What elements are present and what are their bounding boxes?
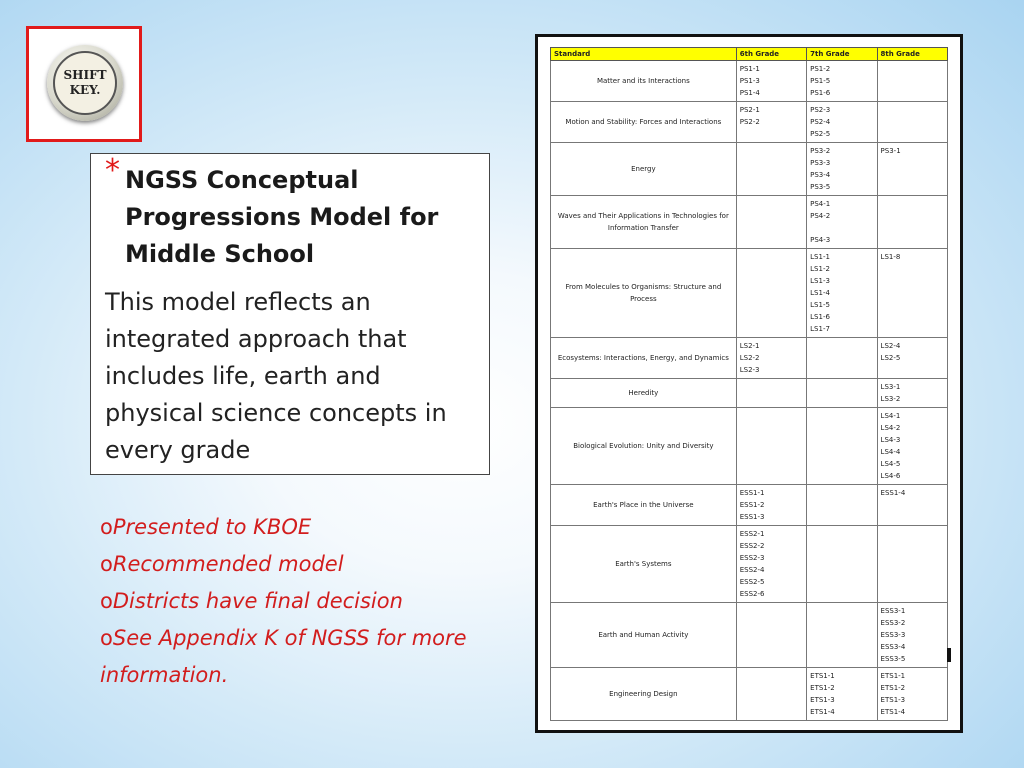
grade-6-cell (736, 408, 806, 485)
circle-bullet-icon: o (100, 552, 113, 576)
standard-code: PS3-4 (810, 171, 831, 179)
grade-6-cell (736, 143, 806, 196)
standard-code: LS2-3 (739, 366, 760, 374)
standard-code: ESS3-3 (880, 631, 906, 639)
standard-code: ESS1-1 (739, 489, 765, 497)
table-row (551, 379, 948, 408)
standard-topic-cell: Ecosystems: Interactions, Energy, and Dynamics (551, 338, 737, 379)
grade-8-cell (877, 408, 947, 485)
grade-7-cell (807, 603, 877, 668)
bullet-text: See Appendix K of NGSS for more information. (100, 626, 467, 687)
standard-code: LS2-4 (880, 342, 901, 350)
grade-8-cell (877, 526, 947, 603)
grade-6-cell (736, 61, 806, 102)
standard-topic-cell: Motion and Stability: Forces and Interactions (551, 102, 737, 143)
standard-code: LS1-5 (810, 301, 830, 309)
grade-7-cell (807, 143, 877, 196)
header-7th-grade: 7th Grade (807, 48, 877, 61)
grade-6-cell (736, 249, 806, 338)
grade-7-cell (807, 196, 877, 249)
table-row (551, 249, 948, 338)
grade-6-cell (736, 526, 806, 603)
standard-code: ETS1-3 (810, 696, 835, 704)
standard-code: PS3-3 (810, 159, 831, 167)
grade-8-cell (877, 61, 947, 102)
standards-table-image (535, 34, 963, 733)
table-row (551, 485, 948, 526)
shift-key-logo-frame (26, 26, 142, 142)
ngss-description: This model reflects an integrated approach that includes life, earth and physical science concepts in every grade (105, 288, 447, 464)
grade-7-cell (807, 338, 877, 379)
standard-code: PS1-3 (739, 77, 760, 85)
standard-code: LS2-5 (880, 354, 901, 362)
grade-8-cell (877, 379, 947, 408)
standard-code: LS1-7 (810, 325, 830, 333)
grade-8-cell (877, 102, 947, 143)
bullet-item (100, 583, 520, 620)
standard-code: ESS3-5 (880, 655, 906, 663)
bullet-item (100, 509, 520, 546)
circle-bullet-icon: o (100, 515, 113, 539)
grade-7-cell (807, 485, 877, 526)
standard-code: ESS2-2 (739, 542, 765, 550)
table-row (551, 338, 948, 379)
standard-code: PS4-2 (810, 212, 831, 220)
scroll-marker (947, 648, 951, 662)
grade-7-cell (807, 249, 877, 338)
standard-code: ESS3-4 (880, 643, 906, 651)
standard-code: LS2-2 (739, 354, 760, 362)
standard-code: ETS1-2 (810, 684, 835, 692)
standard-code: PS3-1 (880, 147, 901, 155)
table-row (551, 526, 948, 603)
standards-table (550, 47, 948, 721)
grade-7-cell (807, 379, 877, 408)
standard-code: LS4-1 (880, 412, 901, 420)
standard-code: PS1-1 (739, 65, 760, 73)
standard-code: ESS2-4 (739, 566, 765, 574)
circle-bullet-icon: o (100, 626, 113, 650)
header-standard: Standard (551, 48, 737, 61)
standard-code: LS1-2 (810, 265, 830, 273)
standard-code: ESS3-2 (880, 619, 906, 627)
standard-code: ESS2-5 (739, 578, 765, 586)
standard-code: ESS2-6 (739, 590, 765, 598)
standard-code: LS1-6 (810, 313, 830, 321)
bullet-text: Recommended model (112, 552, 344, 576)
standard-code: PS2-5 (810, 130, 831, 138)
standard-code: PS1-4 (739, 89, 760, 97)
grade-8-cell (877, 196, 947, 249)
standard-code: PS4-1 (810, 200, 831, 208)
bullet-text: Presented to KBOE (112, 515, 312, 539)
grade-8-cell (877, 338, 947, 379)
bullet-item (100, 546, 520, 583)
standard-code: LS2-1 (739, 342, 760, 350)
grade-7-cell (807, 668, 877, 721)
table-row (551, 668, 948, 721)
header-8th-grade: 8th Grade (877, 48, 947, 61)
table-body (551, 61, 948, 721)
grade-8-cell (877, 603, 947, 668)
standard-code: ETS1-2 (880, 684, 906, 692)
circle-bullet-icon: o (100, 589, 113, 613)
standard-code (810, 222, 873, 234)
standard-code: LS1-4 (810, 289, 830, 297)
grade-7-cell (807, 102, 877, 143)
standard-code: ESS3-1 (880, 607, 906, 615)
grade-6-cell (736, 668, 806, 721)
standard-code: LS3-1 (880, 383, 901, 391)
standard-code: LS4-4 (880, 448, 901, 456)
standard-topic-cell: Waves and Their Applications in Technologies for Information Transfer (551, 196, 737, 249)
standard-topic-cell: Earth's Place in the Universe (551, 485, 737, 526)
bullet-item (100, 620, 520, 694)
shift-key-icon (47, 45, 123, 121)
standard-code: ESS1-2 (739, 501, 765, 509)
standard-code: PS2-4 (810, 118, 831, 126)
grade-6-cell (736, 102, 806, 143)
grade-6-cell (736, 196, 806, 249)
standard-code: ESS2-1 (739, 530, 765, 538)
logo-line-2: KEY. (69, 83, 101, 97)
standard-code: PS2-3 (810, 106, 831, 114)
standard-code: ETS1-3 (880, 696, 906, 704)
table-row (551, 143, 948, 196)
standard-code: ESS1-4 (880, 489, 906, 497)
standard-code: ETS1-1 (810, 672, 835, 680)
grade-8-cell (877, 668, 947, 721)
standard-code: PS1-2 (810, 65, 831, 73)
standard-code: ESS2-3 (739, 554, 765, 562)
asterisk-bullet-icon: * (105, 153, 120, 188)
grade-8-cell (877, 249, 947, 338)
grade-6-cell (736, 379, 806, 408)
standard-code: ESS1-3 (739, 513, 765, 521)
standard-code: PS3-5 (810, 183, 831, 191)
grade-8-cell (877, 143, 947, 196)
standard-topic-cell: Energy (551, 143, 737, 196)
standard-topic-cell: From Molecules to Organisms: Structure and Process (551, 249, 737, 338)
table-row (551, 102, 948, 143)
ngss-title: NGSS Conceptual Progressions Model for Middle School (125, 166, 439, 268)
shift-key-face (53, 51, 117, 115)
standard-code: LS1-1 (810, 253, 830, 261)
standard-topic-cell: Heredity (551, 379, 737, 408)
table-row (551, 603, 948, 668)
standard-code: LS4-6 (880, 472, 901, 480)
standard-topic-cell: Earth's Systems (551, 526, 737, 603)
standard-code: LS4-2 (880, 424, 901, 432)
standard-code: LS4-3 (880, 436, 901, 444)
standard-code: LS3-2 (880, 395, 901, 403)
grade-6-cell (736, 603, 806, 668)
standard-code: ETS1-4 (880, 708, 906, 716)
table-row (551, 61, 948, 102)
standard-code: PS2-1 (739, 106, 760, 114)
table-header-row (551, 48, 948, 61)
standard-code: PS1-5 (810, 77, 831, 85)
grade-7-cell (807, 61, 877, 102)
standard-code: PS3-2 (810, 147, 831, 155)
header-6th-grade: 6th Grade (736, 48, 806, 61)
grade-7-cell (807, 408, 877, 485)
table-row (551, 408, 948, 485)
table-row (551, 196, 948, 249)
standard-topic-cell: Earth and Human Activity (551, 603, 737, 668)
bullet-text: Districts have final decision (112, 589, 403, 613)
bullet-list (100, 509, 520, 694)
standard-code: LS1-8 (880, 253, 901, 261)
grade-8-cell (877, 485, 947, 526)
standard-code: PS4-3 (810, 236, 831, 244)
standard-topic-cell: Biological Evolution: Unity and Diversity (551, 408, 737, 485)
standard-code: ETS1-1 (880, 672, 906, 680)
grade-7-cell (807, 526, 877, 603)
grade-6-cell (736, 338, 806, 379)
standard-topic-cell: Matter and its Interactions (551, 61, 737, 102)
standard-topic-cell: Engineering Design (551, 668, 737, 721)
standard-code: LS4-5 (880, 460, 901, 468)
ngss-text-box (90, 153, 490, 475)
standard-code: LS1-3 (810, 277, 830, 285)
standard-code: PS2-2 (739, 118, 760, 126)
standard-code: ETS1-4 (810, 708, 835, 716)
grade-6-cell (736, 485, 806, 526)
logo-line-1: SHIFT (63, 68, 107, 82)
standard-code: PS1-6 (810, 89, 831, 97)
